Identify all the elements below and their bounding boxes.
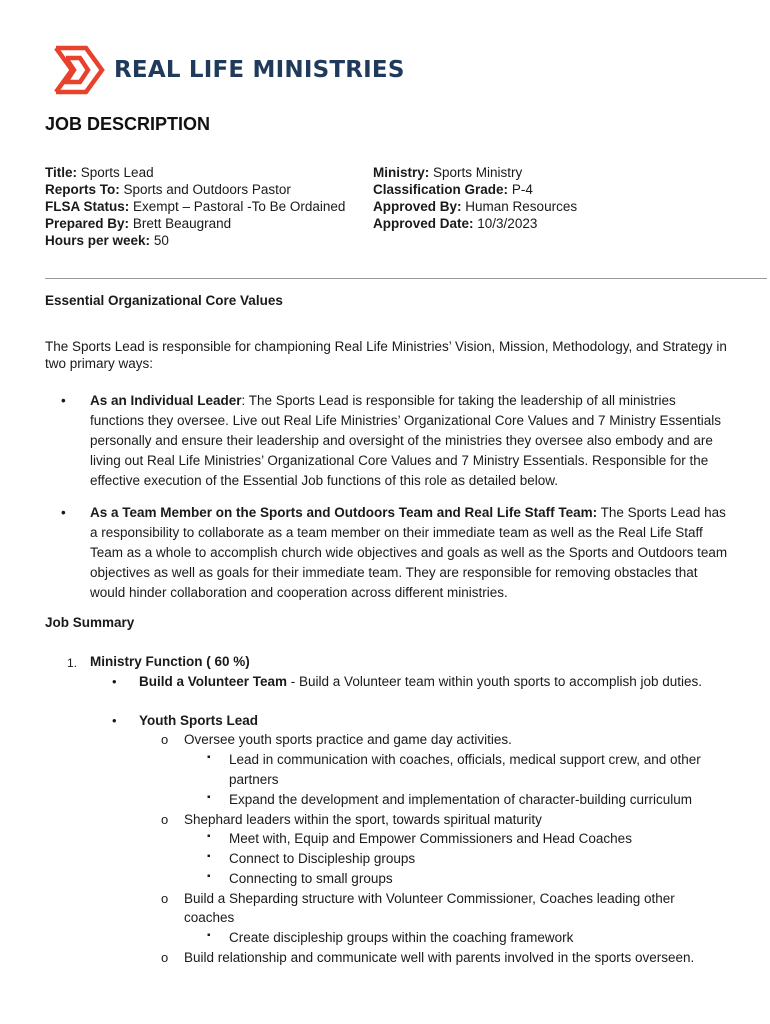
sub-sub-item: Meet with, Equip and Empower Commissioners and Head Coaches <box>229 831 632 846</box>
volunteer-team-item <box>139 672 702 692</box>
meta-label: Ministry: <box>373 165 430 180</box>
meta-label: Classification Grade: <box>373 182 509 197</box>
list-number: 1. <box>67 656 78 670</box>
sub-sub-item-continued: partners <box>229 772 279 787</box>
bullet-text: The Sports Lead has a responsibility to collaborate as a team member on their immediate team as well as the Real Life Staff Team as a whole to accomplish church wide objectives and goals as well as the Sports and Outdoors team objectives as well as goals for their immediate team. They are responsible for removing obstacles that would hinder collaboration and cooperation across different ministries. <box>90 505 728 600</box>
circle-bullet-icon: o <box>161 891 169 906</box>
meta-label: Title: <box>45 165 78 180</box>
square-bullet-icon: ▪ <box>207 930 211 941</box>
circle-bullet-icon: o <box>161 812 169 827</box>
meta-value: Sports and Outdoors Pastor <box>123 182 291 197</box>
item-text: - Build a Volunteer team within youth sports to accomplish job duties. <box>287 674 702 689</box>
job-summary-heading: Job Summary <box>45 615 135 630</box>
chevron-logo-icon <box>52 44 106 96</box>
bullet-text: : The Sports Lead is responsible for taking the leadership of all ministries functions they oversee. Live out Real Life Ministries’ Organizational Core Values and 7 Ministry Essentials personally and ensure their leadership and oversight of the ministries they oversee also embody and are living out Real Life Ministries’ Organizational Core Values and 7 Ministry Essentials. Responsible for the effective execution of the Essential Job functions of this role as detailed below. <box>90 393 722 488</box>
bullet-lead: As an Individual Leader <box>90 393 242 408</box>
bullet-icon: • <box>112 713 117 728</box>
item-lead: Build a Volunteer Team <box>139 674 288 689</box>
sub-sub-item: Connect to Discipleship groups <box>229 851 416 866</box>
square-bullet-icon: ▪ <box>207 871 211 882</box>
ministry-function-title: Ministry Function ( 60 %) <box>90 654 250 669</box>
meta-value: Brett Beaugrand <box>132 216 232 231</box>
meta-left-column <box>45 164 345 249</box>
meta-value: 50 <box>153 233 169 248</box>
meta-value: Exempt – Pastoral -To Be Ordained <box>133 199 346 214</box>
meta-value: P-4 <box>511 182 533 197</box>
youth-sports-lead-item: Youth Sports Lead <box>139 713 259 728</box>
circle-bullet-icon: o <box>161 732 169 747</box>
bullet-icon: • <box>61 393 66 408</box>
sub-sub-item: Expand the development and implementation of character-building curriculum <box>229 792 693 807</box>
org-logo <box>52 44 405 96</box>
meta-value: Sports Ministry <box>433 165 523 180</box>
sub-item: Oversee youth sports practice and game day activities. <box>184 732 512 747</box>
team-member-paragraph <box>90 503 730 603</box>
bullet-icon: • <box>61 505 66 520</box>
square-bullet-icon: ▪ <box>207 851 211 862</box>
meta-grade-row <box>373 181 577 198</box>
square-bullet-icon: ▪ <box>207 831 211 842</box>
meta-label: Reports To: <box>45 182 120 197</box>
square-bullet-icon: ▪ <box>207 792 211 803</box>
meta-label: Approved By: <box>373 199 462 214</box>
sub-item-continued: coaches <box>184 910 235 925</box>
meta-label: Approved Date: <box>373 216 474 231</box>
core-values-heading: Essential Organizational Core Values <box>45 293 283 308</box>
meta-right-column <box>373 164 577 232</box>
meta-title-row <box>45 164 345 181</box>
core-values-intro: The Sports Lead is responsible for championing Real Life Ministries’ Vision, Mission, Methodology, and Strategy in two primary ways: <box>45 339 727 371</box>
org-name: REAL LIFE MINISTRIES <box>114 56 405 83</box>
square-bullet-icon: ▪ <box>207 752 211 763</box>
meta-value: Human Resources <box>465 199 578 214</box>
meta-value: 10/3/2023 <box>477 216 538 231</box>
sub-sub-item: Lead in communication with coaches, officials, medical support crew, and other <box>229 752 701 767</box>
sub-item: Build relationship and communicate well with parents involved in the sports overseen. <box>184 950 695 965</box>
sub-item: Shephard leaders within the sport, towards spiritual maturity <box>184 812 542 827</box>
section-divider <box>45 278 767 279</box>
meta-ministry-row <box>373 164 577 181</box>
bullet-icon: • <box>112 674 117 689</box>
meta-approved-by-row <box>373 198 577 215</box>
meta-label: FLSA Status: <box>45 199 130 214</box>
meta-label: Prepared By: <box>45 216 130 231</box>
meta-flsa-row <box>45 198 345 215</box>
individual-leader-paragraph <box>90 391 730 491</box>
document-title: JOB DESCRIPTION <box>45 114 211 134</box>
meta-hours-row <box>45 232 345 249</box>
meta-approved-date-row <box>373 215 577 232</box>
sub-sub-item: Connecting to small groups <box>229 871 393 886</box>
meta-label: Hours per week: <box>45 233 151 248</box>
sub-item: Build a Sheparding structure with Volunteer Commissioner, Coaches leading other <box>184 891 675 906</box>
sub-sub-item: Create discipleship groups within the coaching framework <box>229 930 574 945</box>
meta-reports-to-row <box>45 181 345 198</box>
bullet-lead: As a Team Member on the Sports and Outdoors Team and Real Life Staff Team: <box>90 505 598 520</box>
meta-value: Sports Lead <box>80 165 154 180</box>
meta-prepared-by-row <box>45 215 345 232</box>
circle-bullet-icon: o <box>161 950 169 965</box>
